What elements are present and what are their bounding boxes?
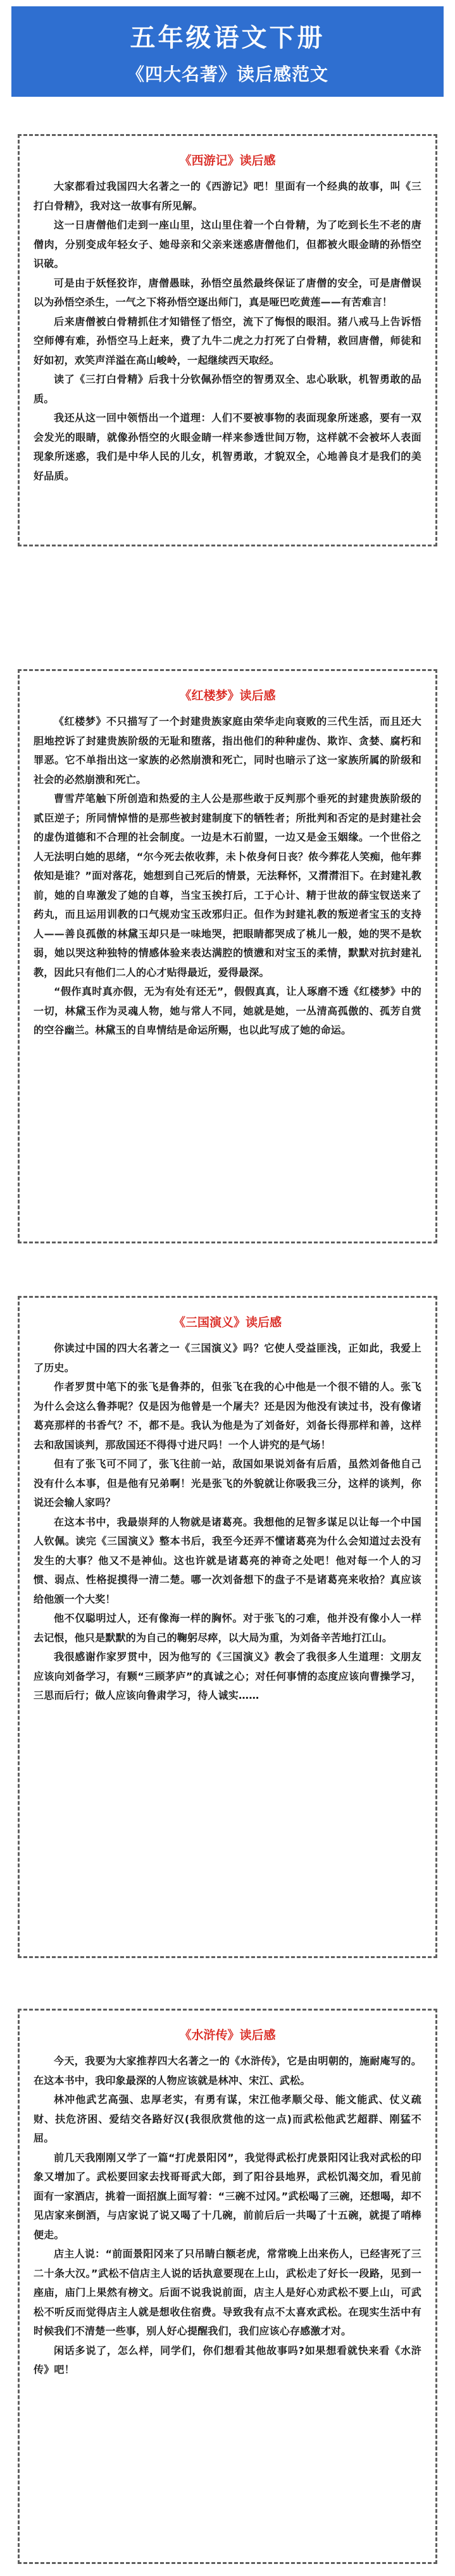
essay-paragraph: 大家都看过我国四大名著之一的《西游记》吧！里面有一个经典的故事，叫《三打白骨精》，我对这一故事有所见解。 xyxy=(34,180,421,212)
essay-card-hongloumeng xyxy=(18,669,437,1243)
essay-paragraph: 他不仅聪明过人，还有像海一样的胸怀。对于张飞的刁难，他并没有像小人一样去记恨，他只是默默的为自己的鞠躬尽瘁，以大局为重，为刘备辛苦地打江山。 xyxy=(34,1612,421,1644)
essay-heading: 《水浒传》读后感 xyxy=(179,2028,276,2042)
essay-heading: 《西游记》读后感 xyxy=(179,154,276,168)
essay-paragraph: “假作真时真亦假，无为有处有还无”，假假真真，让人琢磨不透《红楼梦》中的一切，林黛玉作为灵魂人物，她与常人不同，她就是她，一丛清高孤傲的、孤芳自赏的空谷幽兰。林黛玉的自卑情结是命运所赐，也以此写成了她的命运。 xyxy=(34,985,421,1036)
essay-card-sanguo xyxy=(18,1296,437,1958)
essay-paragraph: 今天，我要为大家推荐四大名著之一的《水浒传》，它是由明朝的，施耐庵写的。在这本书中，我印象最深的人物应该就是林冲、宋江、武松。 xyxy=(34,2055,421,2086)
page-header xyxy=(11,6,444,97)
essay-paragraph: 作者罗贯中笔下的张飞是鲁莽的，但张飞在我的心中他是一个很不错的人。张飞为什么会这么鲁莽呢？仅是因为他曾是一个屠夫？还是因为他没有读过书，没有像诸葛亮那样的书香气？不，都不是。我认为他是为了刘备好，刘备长得那样和善，这样去和敌国谈判，那敌国还不得得寸进尺吗！一个人讲究的是气场！ xyxy=(34,1381,421,1451)
essay-heading: 《红楼梦》读后感 xyxy=(179,689,276,703)
essay-heading: 《三国演义》读后感 xyxy=(173,1316,282,1329)
essay-paragraph: 曹雪芹笔触下所创造和热爱的主人公是那些敢于反判那个垂死的封建贵族阶级的贰臣逆子；所同情悼惜的是那些被封建制度下的牺牲者；所批判和否定的是封建社会的虚伪道德和不合理的社会制度。一边是木石前盟，一边又是金玉姻缘。一个世俗之人无法明白她的思绪，“尔今死去侬收葬，未卜侬身何日丧？侬今葬花人笑痴，他年葬侬知是谁？”面对落花，她想到自己死后的情景，无法释怀，又潸潸泪下。在封建礼教前，她的自卑激发了她的自尊，当宝玉挨打后，工于心计、精于世故的薛宝钗送来了药丸，而且运用训教的口气规劝宝玉改邪归正。但作为封建礼教的叛逆者宝玉的支持人——善良孤傲的林黛玉却只是一味地哭，把眼睛都哭成了桃儿一般，她的哭不是软弱，她以哭这种独特的情感体验来表达满腔的愤懑和对宝玉的柔情，默默对抗封建礼教，因此只有他们二人的心才贴得最近，爱得最深。 xyxy=(34,792,421,978)
essay-card-shuihu xyxy=(18,2009,437,2564)
essay-paragraph: 读了《三打白骨精》后我十分钦佩孙悟空的智勇双全、忠心耿耿，机智勇敢的品质。 xyxy=(34,373,421,405)
essay-paragraph: 林冲他武艺高强、忠厚老实，有勇有谋，宋江他孝顺父母、能文能武、仗义疏财、扶危济困、爱结交各路好汉(我很欣赏他的这一点)而武松他武艺超群、刚猛不屈。 xyxy=(34,2093,421,2144)
essay-card-xiyouji xyxy=(18,134,437,546)
essay-paragraph: 后来唐僧被白骨精抓住才知错怪了悟空，流下了悔恨的眼泪。猪八戒马上告诉悟空师傅有难，孙悟空马上赶来，费了九牛二虎之力打死了白骨精，救回唐僧，师徒和好如初，欢笑声洋溢在高山峻岭，一起继续西天取经。 xyxy=(34,315,421,366)
essay-paragraph: 《红楼梦》不只描写了一个封建贵族家庭由荣华走向衰败的三代生活，而且还大胆地控诉了封建贵族阶级的无耻和堕落，指出他们的种种虚伪、欺诈、贪婪、腐朽和罪恶。它不单指出这一家族的必然崩溃和死亡，同时也暗示了这一家族所属的阶级和社会的必然崩溃和死亡。 xyxy=(34,715,421,786)
essay-paragraph: 这一日唐僧他们走到一座山里，这山里住着一个白骨精，为了吃到长生不老的唐僧肉，分别变成年轻女子、她母亲和父亲来迷惑唐僧他们，但都被火眼金睛的孙悟空识破。 xyxy=(34,219,421,269)
essay-paragraph: 我很感谢作家罗贯中，因为他写的《三国演义》教会了我很多人生道理：文朋友应该向刘备学习，有颗“三顾茅庐”的真诚之心；对任何事情的态度应该向曹操学习，三思而后行；做人应该向鲁肃学习，待人诚实…… xyxy=(34,1651,421,1701)
essay-paragraph: 前几天我刚刚又学了一篇“打虎景阳冈”，我觉得武松打虎景阳冈让我对武松的印象又增加了。武松要回家去找哥哥武大郎，到了阳谷县地界，武松饥渴交加，看见前面有一家酒店，挑着一面招旗上面写着：“三碗不过冈。”武松喝了三碗，还想喝，却不见店家来倒酒，与店家说了说又喝了十几碗，前前后后一共喝了十五碗，就提了哨棒便走。 xyxy=(34,2151,421,2241)
essay-paragraph: 我还从这一回中领悟出一个道理：人们不要被事物的表面现象所迷惑，要有一双会发光的眼睛，就像孙悟空的火眼金睛一样来参透世间万物，这样就不会被坏人表面现象所迷惑，我们是中华人民的儿女，机智勇敢，才貌双全，心地善良才是我们的美好品质。 xyxy=(34,412,421,482)
essay-paragraph: 在这本书中，我最崇拜的人物就是诸葛亮。我想他的足智多谋足以让每一个中国人钦佩。读完《三国演义》整本书后，我至今还弄不懂诸葛亮为什么会知道过去没有发生的大事？他又不是神仙。这也许就是诸葛亮的神奇之处吧！他对每一个人的习惯、弱点、性格捉摸得一清二楚。哪一次刘备想下的盘子不是诸葛亮来收拾？真应该给他颁一个大奖！ xyxy=(34,1515,421,1605)
essay-paragraph: 你读过中国的四大名著之一《三国演义》吗？它使人受益匪浅，正如此，我爱上了历史。 xyxy=(34,1342,421,1374)
essay-paragraph: 可是由于妖怪狡诈，唐僧愚昧，孙悟空虽然最终保证了唐僧的安全，可是唐僧误以为孙悟空杀生，一气之下将孙悟空逐出师门，真是哑巴吃黄莲——有苦难言！ xyxy=(34,276,421,308)
page-subtitle: 《四大名著》读后感范文 xyxy=(126,64,328,85)
page-title: 五年级语文下册 xyxy=(130,23,325,52)
essay-paragraph: 但有了张飞可不同了，张飞往前一站，敌国如果说刘备有后盾，虽然刘备他自己没有什么本事，但是他有兄弟啊！光是张飞的外貌就让你吸我三分，这样的谈判，你说还会输人家吗？ xyxy=(34,1458,421,1508)
essay-paragraph: 店主人说：“前面景阳冈来了只吊睛白额老虎，常常晚上出来伤人，已经害死了三二十条大汉。”武松不信店主人说的话执意要现在上山，武松走了好长一段路，见到一座庙，庙门上果然有榜文。后面不说我说前面，店主人是好心劝武松不要上山，可武松不听反而觉得店主人就是想收住宿费。导致我有点不太喜欢武松。在现实生活中有时候我们不清楚一些事，别人好心提醒我们，我们应该心存感激才对。 xyxy=(34,2248,421,2337)
essay-paragraph: 闲话多说了，怎么样，同学们，你们想看其他故事吗?如果想看就快来看《水浒传》吧！ xyxy=(34,2344,421,2376)
